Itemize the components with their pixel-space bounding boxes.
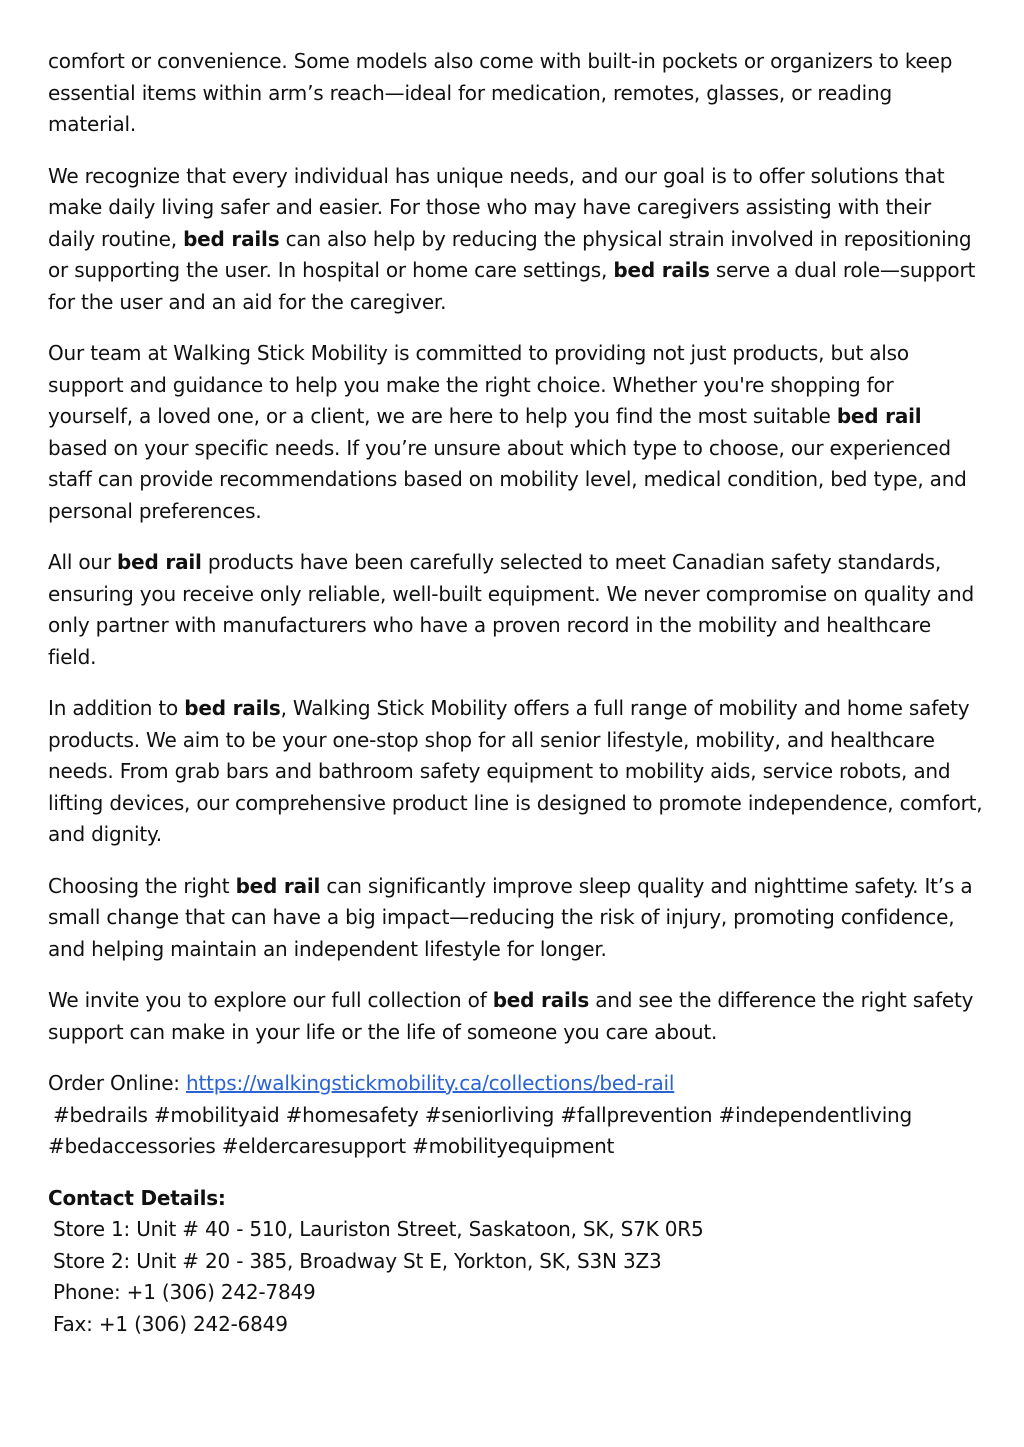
bold-keyword: bed rails xyxy=(183,226,280,251)
order-online-label: Order Online: xyxy=(48,1071,187,1095)
paragraph-pockets xyxy=(48,46,984,141)
fax-number: Fax: +1 (306) 242-6849 xyxy=(53,1311,288,1336)
bold-keyword: bed rail xyxy=(117,550,202,574)
paragraph-text: comfort or convenience. Some models also come with built-in pockets or organizers to keep essential items within arm’s reach—ideal for medication, remotes, glasses, or reading material. xyxy=(48,49,953,136)
paragraph-text: Choosing the right xyxy=(48,873,236,898)
paragraph-invite xyxy=(48,985,984,1048)
paragraph-text: Our team at Walking Stick Mobility is committed to providing not just products, but also support and guidance to help you make the right choice. Whether you're shopping for yourself, a loved one, or a client, we are here to help you find the most suitable xyxy=(48,341,909,428)
contact-heading: Contact Details: xyxy=(48,1185,226,1210)
bold-keyword: bed rails xyxy=(613,258,710,282)
store-1-address: Store 1: Unit # 40 - 510, Lauriston Street, Saskatoon, SK, S7K 0R5 xyxy=(53,1217,704,1241)
bold-keyword: bed rail xyxy=(235,873,321,898)
store-2-address: Store 2: Unit # 20 - 385, Broadway St E, Yorkton, SK, S3N 3Z3 xyxy=(53,1248,662,1273)
paragraph-text: In addition to xyxy=(48,696,185,720)
phone-number: Phone: +1 (306) 242-7849 xyxy=(53,1280,316,1304)
paragraph-text: based on your specific needs. If you’re unsure about which type to choose, our experienced staff can provide recommendations based on mobility level, medical condition, bed type, and personal preferences. xyxy=(48,435,967,523)
paragraph-text: products have been carefully selected to meet Canadian safety standards, ensuring you receive only reliable, well-built equipment. We never compromise on quality and only partner with manufacturers who have a proven record in the mobility and healthcare field. xyxy=(48,550,974,669)
collection-link[interactable]: https://walkingstickmobility.ca/collections/bed-rail xyxy=(186,1071,675,1095)
paragraph-caregivers xyxy=(48,161,984,319)
bold-keyword: bed rails xyxy=(492,988,590,1012)
hashtags: #bedrails #mobilityaid #homesafety #seniorliving #fallprevention #independentliving #bedaccessories #eldercaresupport #mobilityequipment xyxy=(48,1102,913,1158)
paragraph-team xyxy=(48,338,984,527)
paragraph-text: and see the difference the right safety support can make in your life or the life of someone you care about. xyxy=(48,988,974,1044)
paragraph-products xyxy=(48,693,984,851)
document-page xyxy=(48,46,984,1360)
paragraph-text: can significantly improve sleep quality and nighttime safety. It’s a small change that can have a big impact—reducing the risk of injury, promoting confidence, and helping maintain an independent lifestyle for longer. xyxy=(48,873,973,961)
bold-keyword: bed rail xyxy=(836,404,922,428)
paragraph-text: All our xyxy=(48,550,118,574)
paragraph-standards xyxy=(48,547,984,673)
bold-keyword: bed rails xyxy=(184,696,281,720)
paragraph-choosing xyxy=(48,871,984,966)
order-online-block xyxy=(48,1068,984,1163)
contact-block xyxy=(48,1183,984,1341)
paragraph-text: can also help by reducing the physical strain involved in repositioning or supporting the user. In hospital or home care settings, xyxy=(48,226,972,282)
paragraph-text: We recognize that every individual has unique needs, and our goal is to offer solutions that make daily living safer and easier. For those who may have caregivers assisting with their daily routine, xyxy=(48,163,945,251)
paragraph-text: We invite you to explore our full collection of xyxy=(48,988,493,1012)
paragraph-text: serve a dual role—support for the user and an aid for the caregiver. xyxy=(48,258,976,314)
paragraph-text: , Walking Stick Mobility offers a full range of mobility and home safety products. We aim to be your one-stop shop for all senior lifestyle, mobility, and healthcare needs. From grab bars and bathroom safety equipment to mobility aids, service robots, and lifting devices, our comprehensive product line is designed to promote independence, comfort, and dignity. xyxy=(48,696,983,846)
